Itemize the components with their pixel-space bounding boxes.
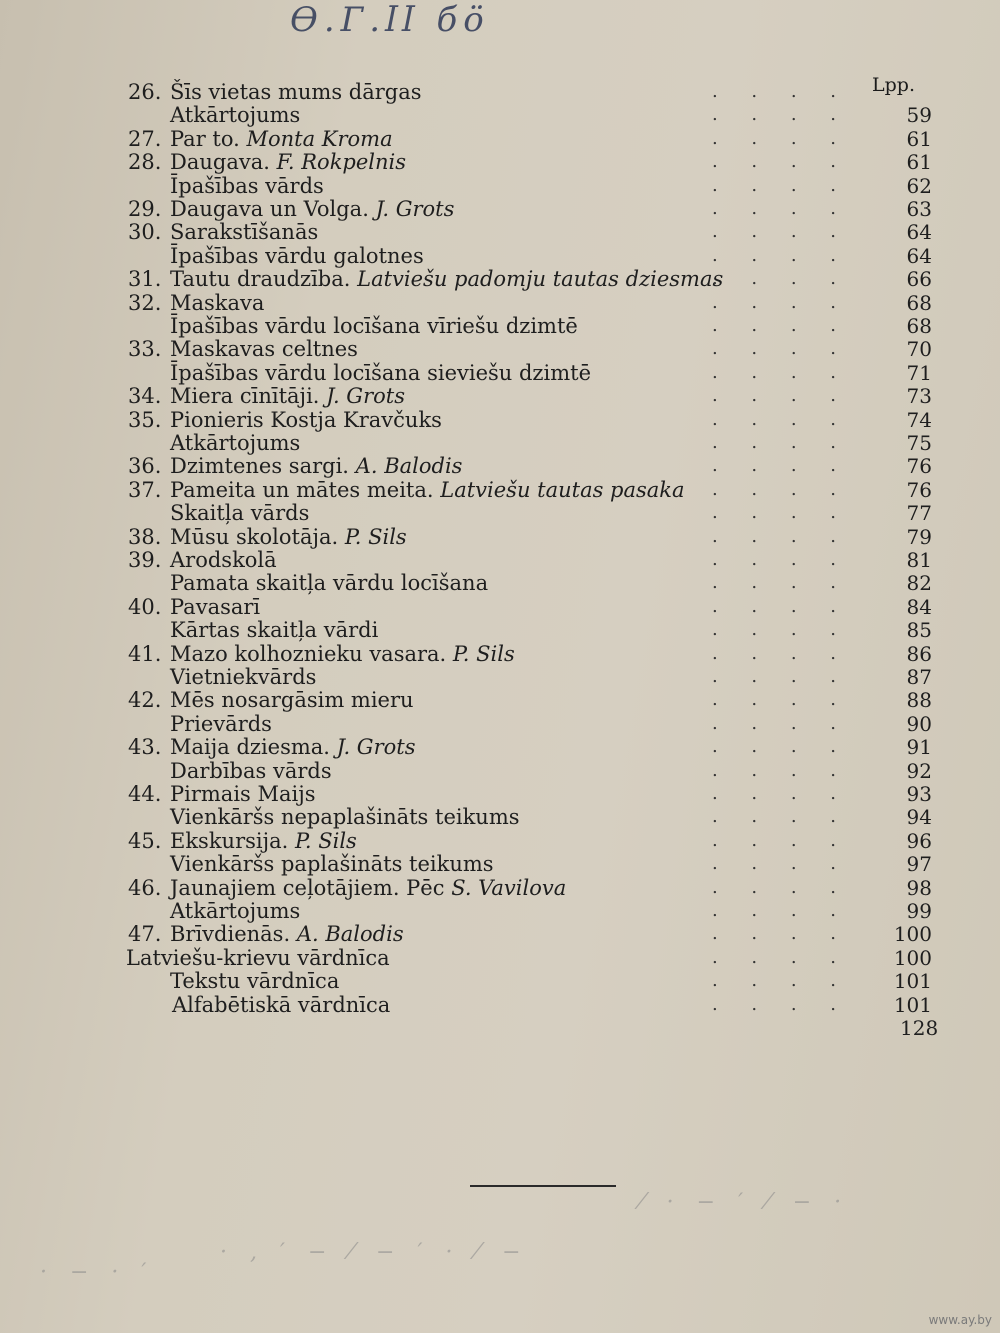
entry-title-text: Skaitļa vārds bbox=[170, 501, 310, 526]
entry-page-number: 59 bbox=[906, 103, 932, 128]
toc-entry bbox=[120, 548, 940, 572]
entry-author: Latviešu tautas pasaka bbox=[440, 477, 685, 502]
toc-entry bbox=[120, 712, 940, 736]
toc-entry bbox=[120, 197, 940, 221]
entry-title bbox=[170, 876, 566, 900]
entry-number: 28. bbox=[128, 150, 162, 175]
entry-page-number: 71 bbox=[906, 360, 932, 385]
entry-title-text: Pirmais Maijs bbox=[170, 782, 316, 806]
entry-title-text: Maskavas celtnes bbox=[170, 337, 358, 362]
toc-entry bbox=[120, 431, 940, 455]
leader-dots: . . . . bbox=[711, 198, 850, 219]
entry-title-text: Par to. bbox=[170, 126, 240, 151]
toc-entry bbox=[120, 525, 940, 549]
entry-number: 36. bbox=[128, 454, 162, 479]
leader-dots: . . . . bbox=[711, 900, 850, 921]
entry-page-number: 76 bbox=[906, 454, 932, 479]
toc-entry bbox=[120, 735, 940, 759]
entry-number: 37. bbox=[128, 477, 162, 502]
entry-title-text: Atkārtojums bbox=[170, 899, 301, 923]
entry-page-number: 64 bbox=[906, 243, 932, 268]
leader-dots: . . . . bbox=[711, 876, 850, 898]
entry-author: Monta Kroma bbox=[246, 126, 393, 151]
toc-entry bbox=[120, 478, 940, 502]
entry-page-number: 61 bbox=[906, 126, 932, 151]
leader-dots: . . . . bbox=[711, 268, 850, 290]
entry-title bbox=[170, 922, 404, 946]
leader-dots: . . . . bbox=[711, 595, 850, 617]
toc-entry bbox=[120, 876, 940, 900]
leader-dots: . . . . bbox=[711, 244, 850, 266]
entry-title bbox=[170, 899, 300, 923]
entry-title bbox=[170, 220, 318, 244]
toc-entry bbox=[120, 852, 940, 876]
entry-title-text: Īpašības vārdu locīšana vīriešu dzimtē bbox=[170, 314, 578, 338]
entry-page-number: 68 bbox=[906, 290, 932, 315]
entry-number: 38. bbox=[128, 524, 162, 549]
entry-title bbox=[170, 314, 578, 338]
toc-entry bbox=[120, 220, 940, 244]
leader-dots: . . . . bbox=[711, 736, 850, 758]
leader-dots: . . . . bbox=[711, 970, 850, 992]
entry-title-text: Vienkāršs paplašināts teikums bbox=[170, 852, 494, 877]
entry-title-text: Šīs vietas mums dārgas bbox=[170, 80, 422, 104]
entry-page-number: 101 bbox=[893, 992, 932, 1017]
entry-title-text: Latviešu-krievu vārdnīca bbox=[126, 945, 390, 970]
leader-dots: . . . . bbox=[711, 291, 850, 313]
entry-title-text: Īpašības vārds bbox=[170, 173, 324, 198]
toc-entry bbox=[120, 642, 940, 666]
entry-title bbox=[170, 618, 378, 642]
entry-title bbox=[170, 478, 685, 502]
entry-title-text: Īpašības vārdu galotnes bbox=[170, 243, 424, 268]
entry-page-number: 84 bbox=[906, 594, 932, 619]
entry-title-text: Darbības vārds bbox=[170, 758, 332, 783]
page-column-label: Lpp. bbox=[872, 74, 915, 96]
leader-dots: . . . . bbox=[711, 104, 850, 126]
toc-entry bbox=[120, 314, 940, 338]
entry-author: J. Grots bbox=[326, 384, 405, 409]
entry-title-text: Pamata skaitļa vārdu locīšana bbox=[170, 571, 489, 596]
entry-page-number: 98 bbox=[906, 875, 932, 900]
toc-entry bbox=[120, 174, 940, 198]
entry-title-text: Mazo kolhoznieku vasara. bbox=[170, 641, 447, 666]
entry-title bbox=[170, 571, 488, 595]
toc-entry bbox=[120, 103, 940, 127]
entry-title bbox=[170, 174, 324, 198]
entry-title bbox=[170, 267, 723, 291]
entry-title bbox=[170, 548, 277, 572]
entry-page-number: 74 bbox=[906, 407, 932, 432]
entry-title-text: Pameita un mātes meita. bbox=[170, 477, 434, 502]
entry-title bbox=[170, 969, 339, 993]
entry-title bbox=[170, 852, 494, 876]
entry-title-text: Pavasarī bbox=[170, 594, 261, 619]
entry-title bbox=[170, 782, 316, 806]
entry-number: 41. bbox=[128, 641, 162, 666]
leader-dots: . . . . bbox=[711, 946, 850, 968]
leader-dots: . . . . bbox=[711, 853, 850, 875]
entry-author: Latviešu padomju tautas dziesmas bbox=[357, 267, 724, 292]
entry-title-text: Jaunajiem ceļotājiem. Pēc bbox=[170, 875, 445, 900]
toc-entry bbox=[120, 899, 940, 923]
leader-dots: . . . . bbox=[711, 432, 850, 453]
toc-entry bbox=[120, 782, 940, 806]
entry-title-text: Mūsu skolotāja. bbox=[170, 524, 339, 549]
entry-title-text: Vienkāršs nepaplašināts teikums bbox=[170, 805, 520, 830]
entry-title bbox=[170, 384, 405, 408]
entry-title-text: Kārtas skaitļa vārdi bbox=[170, 618, 379, 643]
leader-dots: . . . . bbox=[711, 174, 850, 196]
leader-dots: . . . . bbox=[711, 829, 850, 851]
toc-entry bbox=[120, 337, 940, 361]
end-rule bbox=[470, 1185, 616, 1187]
leader-dots: . . . . bbox=[711, 525, 850, 547]
entry-title bbox=[170, 805, 520, 829]
entry-title bbox=[170, 665, 316, 689]
entry-title bbox=[170, 642, 515, 666]
toc-entry bbox=[120, 688, 940, 712]
pencil-marks: · − · ′ bbox=[40, 1260, 155, 1285]
leader-dots: . . . . bbox=[711, 712, 850, 734]
entry-title bbox=[170, 735, 415, 759]
leader-dots: . . . . bbox=[711, 502, 850, 524]
leader-dots: . . . . bbox=[711, 127, 850, 149]
toc-entry bbox=[120, 946, 940, 970]
entry-title-text: Vietniekvārds bbox=[170, 665, 317, 689]
entry-title bbox=[172, 993, 390, 1017]
entry-number: 26. bbox=[128, 80, 162, 104]
entry-page-number: 86 bbox=[906, 641, 932, 666]
leader-dots: . . . . bbox=[711, 549, 850, 570]
entry-page-number: 93 bbox=[906, 782, 932, 806]
entry-title-text: Tekstu vārdnīca bbox=[170, 969, 340, 994]
entry-page-number: 75 bbox=[906, 431, 932, 455]
leader-dots: . . . . bbox=[711, 572, 850, 594]
leader-dots: . . . . bbox=[711, 806, 850, 828]
entry-page-number: 99 bbox=[906, 899, 932, 923]
toc-entry bbox=[120, 501, 940, 525]
toc-entry bbox=[120, 993, 940, 1017]
entry-page-number: 94 bbox=[906, 805, 932, 830]
leader-dots: . . . . bbox=[711, 619, 850, 641]
toc-entry bbox=[120, 384, 940, 408]
entry-title-text: Atkārtojums bbox=[170, 431, 301, 455]
toc-entry bbox=[120, 665, 940, 689]
entry-title-text: Mēs nosargāsim mieru bbox=[170, 688, 414, 713]
entry-title bbox=[170, 759, 332, 783]
entry-title bbox=[170, 80, 422, 104]
entry-page-number: 81 bbox=[906, 548, 932, 572]
entry-page-number: 77 bbox=[906, 501, 932, 526]
entry-title-text: Tautu draudzība. bbox=[170, 267, 351, 292]
entry-number: 27. bbox=[128, 126, 162, 151]
entry-author: F. Rokpelnis bbox=[276, 150, 407, 175]
entry-title bbox=[170, 829, 357, 853]
entry-number: 45. bbox=[128, 828, 162, 853]
entry-page-number: 87 bbox=[906, 665, 932, 689]
entry-title-text: Brīvdienās. bbox=[170, 922, 291, 947]
handwritten-scribble: Ө.Г.ӏӏ бӧ bbox=[290, 0, 490, 40]
entry-author: J. Grots bbox=[375, 197, 455, 221]
entry-page-number: 64 bbox=[906, 220, 932, 245]
leader-dots: . . . . bbox=[711, 385, 850, 407]
entry-title bbox=[170, 291, 264, 315]
entry-author: A. Balodis bbox=[355, 454, 463, 479]
leader-dots: . . . . bbox=[711, 666, 850, 687]
toc-entry bbox=[120, 595, 940, 619]
entry-title-text: Arodskolā bbox=[170, 548, 277, 572]
toc-entry bbox=[120, 291, 940, 315]
entry-title bbox=[170, 454, 462, 478]
entry-page-number: 79 bbox=[906, 524, 932, 549]
toc-entry bbox=[120, 969, 940, 993]
entry-page-number: 100 bbox=[893, 945, 932, 970]
toc-entry bbox=[120, 80, 940, 104]
entry-title bbox=[170, 431, 300, 455]
toc-entry bbox=[120, 127, 940, 151]
entry-number: 33. bbox=[128, 337, 162, 362]
toc-entry bbox=[120, 922, 940, 946]
toc-entry bbox=[120, 408, 940, 432]
pencil-marks: · , ′ − ⁄ − ′ · ⁄ − bbox=[220, 1240, 529, 1265]
entry-title bbox=[170, 501, 309, 525]
leader-dots: . . . . bbox=[711, 689, 850, 711]
entry-page-number: 73 bbox=[906, 384, 932, 409]
entry-title-text: Pionieris Kostja Kravčuks bbox=[170, 407, 442, 432]
entry-page-number: 70 bbox=[906, 337, 932, 362]
entry-number: 43. bbox=[128, 735, 162, 760]
toc-entry bbox=[120, 361, 940, 385]
entry-page-number: 92 bbox=[906, 758, 932, 783]
entry-page-number: 97 bbox=[906, 852, 932, 877]
entry-title-text: Dzimtenes sargi. bbox=[170, 454, 349, 479]
toc-entry bbox=[120, 829, 940, 853]
entry-page-number: 101 bbox=[893, 969, 932, 994]
toc-entry bbox=[120, 805, 940, 829]
entry-number: 39. bbox=[128, 548, 162, 572]
leader-dots: . . . . bbox=[711, 315, 850, 336]
entry-author: P. Sils bbox=[295, 828, 357, 853]
entry-title bbox=[170, 361, 591, 385]
leader-dots: . . . . bbox=[711, 81, 850, 102]
entry-title-text: Daugava. bbox=[170, 150, 270, 175]
entry-number: 29. bbox=[128, 197, 162, 221]
entry-page-number: 68 bbox=[906, 314, 932, 338]
entry-number: 46. bbox=[128, 875, 162, 900]
entry-number: 32. bbox=[128, 290, 162, 315]
entry-number: 40. bbox=[128, 594, 162, 619]
toc-entry bbox=[120, 571, 940, 595]
toc-entry bbox=[120, 267, 940, 291]
toc-entry bbox=[120, 454, 940, 478]
entry-title-text: Alfabētiskā vārdnīca bbox=[172, 992, 391, 1017]
entry-number: 35. bbox=[128, 407, 162, 432]
leader-dots: . . . . bbox=[711, 221, 850, 243]
leader-dots: . . . . bbox=[711, 338, 850, 360]
entry-title bbox=[170, 244, 424, 268]
entry-author: J. Grots bbox=[336, 735, 416, 760]
toc-entry bbox=[120, 244, 940, 268]
entry-title bbox=[170, 150, 406, 174]
entry-author: P. Sils bbox=[344, 524, 407, 549]
entry-number: 42. bbox=[128, 688, 162, 713]
leader-dots: . . . . bbox=[711, 642, 850, 664]
leader-dots: . . . . bbox=[711, 478, 850, 500]
entry-title-text: Maskava bbox=[170, 290, 265, 315]
leader-dots: . . . . bbox=[711, 993, 850, 1015]
entry-number: 31. bbox=[128, 267, 162, 292]
entry-page-number: 96 bbox=[906, 828, 932, 853]
entry-title bbox=[170, 525, 407, 549]
entry-page-number: 91 bbox=[906, 735, 932, 760]
leader-dots: . . . . bbox=[711, 783, 850, 804]
entry-page-number: 66 bbox=[906, 267, 932, 292]
entry-title bbox=[170, 595, 260, 619]
entry-number: 44. bbox=[128, 782, 162, 806]
entry-title-text: Īpašības vārdu locīšana sieviešu dzimtē bbox=[170, 360, 591, 385]
entry-author: S. Vavilova bbox=[451, 875, 567, 900]
pencil-marks: ⁄ · − ′ ⁄ − · bbox=[640, 1190, 850, 1215]
entry-page-number: 61 bbox=[906, 150, 932, 175]
leader-dots: . . . . bbox=[711, 923, 850, 945]
site-watermark: www.ay.by bbox=[928, 1313, 992, 1327]
leader-dots: . . . . bbox=[711, 361, 850, 383]
entry-title bbox=[170, 197, 454, 221]
entry-title bbox=[170, 127, 393, 151]
leader-dots: . . . . bbox=[711, 151, 850, 173]
entry-page-number: 100 bbox=[893, 922, 932, 947]
entry-author: P. Sils bbox=[452, 641, 515, 666]
entry-title-text: Miera cīnītāji. bbox=[170, 384, 320, 409]
entry-page-number: 90 bbox=[906, 711, 932, 736]
entry-title bbox=[170, 103, 300, 127]
leader-dots: . . . . bbox=[711, 759, 850, 781]
entry-number: 47. bbox=[128, 922, 162, 947]
entry-number: 30. bbox=[128, 220, 162, 245]
leader-dots: . . . . bbox=[711, 455, 850, 477]
trailing-page-number: 128 bbox=[900, 1016, 939, 1040]
leader-dots: . . . . bbox=[711, 408, 850, 430]
entry-page-number: 82 bbox=[906, 571, 932, 596]
entry-page-number: 85 bbox=[906, 618, 932, 643]
entry-title bbox=[170, 688, 414, 712]
entry-title-text: Atkārtojums bbox=[170, 103, 301, 128]
entry-title bbox=[170, 408, 442, 432]
entry-author: A. Balodis bbox=[296, 922, 404, 947]
entry-title bbox=[170, 712, 272, 736]
entry-title-text: Daugava un Volga. bbox=[170, 197, 369, 221]
entry-title-text: Ekskursija. bbox=[170, 828, 289, 853]
entry-page-number: 63 bbox=[906, 197, 932, 221]
entry-page-number: 88 bbox=[906, 688, 932, 713]
entry-title bbox=[170, 337, 358, 361]
entry-title-text: Prievārds bbox=[170, 711, 272, 736]
entry-page-number: 62 bbox=[906, 173, 932, 198]
entry-title bbox=[126, 946, 390, 970]
toc-entry bbox=[120, 759, 940, 783]
entry-number: 34. bbox=[128, 384, 162, 409]
toc-entry bbox=[120, 150, 940, 174]
entry-title-text: Maija dziesma. bbox=[170, 735, 330, 760]
entry-page-number: 76 bbox=[906, 477, 932, 502]
entry-title-text: Sarakstīšanās bbox=[170, 220, 319, 245]
toc-entry bbox=[120, 618, 940, 642]
